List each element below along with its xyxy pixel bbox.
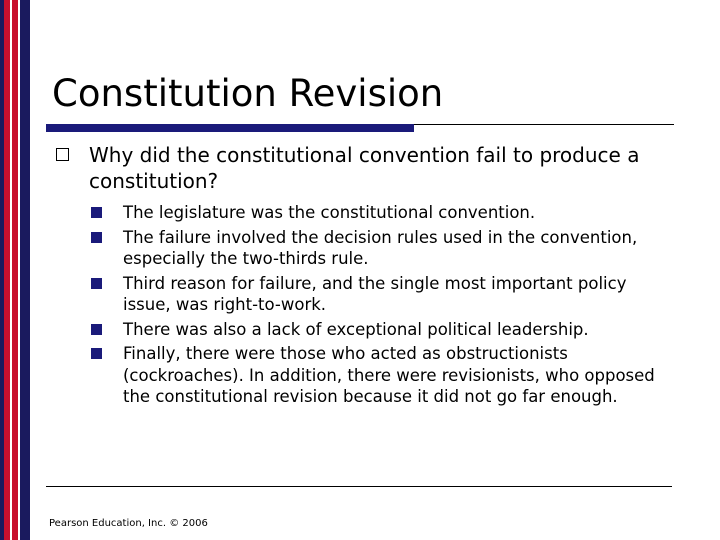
title-underline-thick bbox=[46, 124, 414, 132]
slide-title: Constitution Revision bbox=[52, 72, 444, 115]
filled-square-bullet-icon bbox=[91, 232, 102, 243]
footer-copyright: Pearson Education, Inc. © 2006 bbox=[49, 518, 208, 529]
filled-square-bullet-icon bbox=[91, 324, 102, 335]
sub-bullet-item bbox=[54, 319, 674, 341]
sub-bullet-text: The legislature was the constitutional convention. bbox=[123, 203, 536, 222]
hollow-square-bullet-icon bbox=[56, 148, 69, 161]
sub-bullet-text: Finally, there were those who acted as obstructionists (cockroaches). In addition, there were revisionists, who opposed the constitutional revision because it did not go far enough. bbox=[123, 344, 655, 406]
footer-divider bbox=[46, 486, 672, 487]
sub-bullet-item bbox=[54, 227, 674, 270]
filled-square-bullet-icon bbox=[91, 278, 102, 289]
left-border-stripe bbox=[20, 0, 30, 540]
sub-bullet-text: The failure involved the decision rules used in the convention, especially the two-thirds rule. bbox=[123, 227, 638, 268]
sub-bullet-list bbox=[54, 202, 674, 408]
sub-bullet-item bbox=[54, 202, 674, 224]
main-question-item bbox=[54, 142, 674, 194]
filled-square-bullet-icon bbox=[91, 207, 102, 218]
filled-square-bullet-icon bbox=[91, 348, 102, 359]
main-bullet-list bbox=[54, 142, 674, 411]
main-question-text: Why did the constitutional convention fail to produce a constitution? bbox=[89, 143, 640, 193]
sub-bullet-text: There was also a lack of exceptional political leadership. bbox=[123, 319, 589, 339]
sub-bullet-item bbox=[54, 273, 674, 316]
title-underline-thin bbox=[414, 124, 674, 125]
sub-bullet-text: Third reason for failure, and the single most important policy issue, was right-to-work. bbox=[123, 273, 627, 314]
sub-bullet-item bbox=[54, 343, 674, 408]
